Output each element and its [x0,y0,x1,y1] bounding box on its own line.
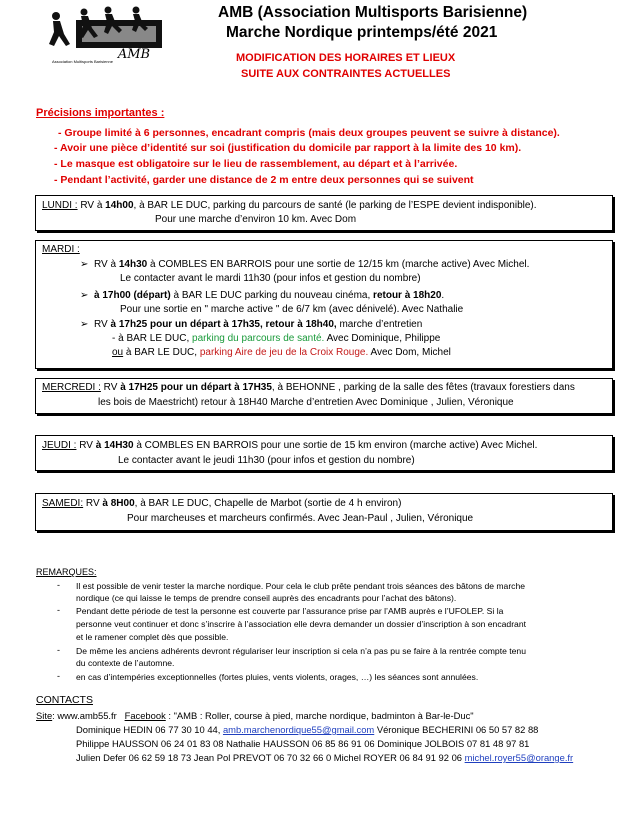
samedi-line-1 [42,498,401,509]
mardi-item-c-line-2 [112,333,440,344]
day-label: LUNDI : [42,200,78,211]
text: . [441,290,445,301]
email-link[interactable]: michel.royer55@orange.fr [464,752,574,763]
remark-line: Il est possible de venir tester la marche nordique. Pour cela le club prête pendant trois séances des bâtons de marche [76,581,526,591]
day-label-text: MARDI : [42,244,80,255]
contact-text: Julien Defer 06 62 59 18 73 Jean Pol PREVOT 06 70 32 66 0 Michel ROYER 06 84 91 92 06 [76,752,465,763]
facebook-text: : "AMB : Roller, course à pied, marche nordique, badminton à Bar-le-Duc" [165,710,474,721]
remark-bullet: - [57,671,60,681]
day-label: MERCREDI : [42,382,101,393]
arrow-bullet-icon: ➢ [80,319,89,330]
time: à 17h00 (départ) [94,290,171,301]
arrow-bullet-icon: ➢ [80,259,89,270]
text: RV [83,498,103,509]
page-subtitle: Marche Nordique printemps/été 2021 [226,24,498,41]
contact-text: Dominique HEDIN 06 77 30 10 44, [76,724,223,735]
text: Avec Dominique, Philippe [324,333,441,344]
mercredi-line-1 [42,382,575,393]
remark-line: en cas d’intempéries exceptionnelles (fortes pluies, vents violents, orages, …) les séances sont annulées. [76,672,479,682]
time: à 14H30 [95,440,134,451]
remark-line: nordique (ce qui laisse le temps de prendre conseil auprès des encadrants pour l’achat des bâtons). [76,593,457,603]
time: à 17H25 pour un départ à 17H35 [120,382,272,393]
contacts-row [76,724,538,735]
text: marche d’entretien [336,319,423,330]
jeudi-line-1 [42,440,537,451]
day-label: JEUDI : [42,440,77,451]
important-item: - Pendant l’activité, garder une distance de 2 m entre deux personnes qui se suivent [54,174,474,186]
mardi-item-a-line-2: Le contacter avant le mardi 11h30 (pour infos et gestion du nombre) [120,273,421,284]
important-heading: Précisions importantes : [36,107,165,119]
mardi-item-b-line-2: Pour une sortie en " marche active " de 6/7 km (avec dénivelé). Avec Nathalie [120,304,464,315]
amb-logo [42,6,166,64]
place-red: parking Aire de jeu de la Croix Rouge. [199,347,369,358]
remark-bullet: - [57,605,60,615]
remark-line: Pendant dette période de test la personne est couverte par l’assurance prise par l’AMB auprès e l’UFOLEP. Si la [76,606,504,616]
remark-line: De même les anciens adhérents devront régulariser leur inscription si cela n’a pas pu se faire à la rentrée compte tenu [76,646,526,656]
mardi-item-a-line-1 [80,259,529,270]
facebook-label: Facebook [124,710,166,721]
remark-line: personne veut continuer et donc s’inscrire à l’association elle devra demander un dossier d’inscription à son encadrant [76,619,526,629]
text: à BAR LE DUC, [123,347,200,358]
important-item: - Avoir une pièce d’identité sur soi (justification du domicile par rapport à la limite des 10 km). [54,142,522,154]
time: à 17h25 pour un départ à 17h35, retour à 18h40, [110,319,337,330]
notice-line-1: MODIFICATION DES HORAIRES ET LIEUX [236,52,456,64]
logo-caption: Association Multisports Barisienne [52,59,113,64]
time: 14h30 [118,259,148,270]
samedi-line-2: Pour marcheuses et marcheurs confirmés. Avec Jean-Paul , Julien, Véronique [127,513,474,524]
place-green: parking du parcours de santé. [192,333,325,344]
schedule-box-lundi [35,195,613,231]
text: à COMBLES EN BARROIS pour une sortie de 15 km environ (marche active) Avec Michel. [133,440,538,451]
text: - à BAR LE DUC, [112,333,193,344]
email-link[interactable]: amb.marchenordique55@gmail.com [222,724,375,735]
schedule-box-jeudi [35,435,613,471]
text: à BAR LE DUC parking du nouveau cinéma, [170,290,374,301]
contacts-row: Philippe HAUSSON 06 24 01 83 08 Nathalie HAUSSON 06 85 86 91 06 Dominique JOLBOIS 07 81 48 97 81 [76,738,530,749]
text: à COMBLES EN BARROIS pour une sortie de 12/15 km (marche active) Avec Michel. [147,259,530,270]
text: RV [100,382,121,393]
page-title: AMB (Association Multisports Barisienne) [218,4,528,21]
return-time: retour à 18h20 [373,290,442,301]
text: , à BAR LE DUC, parking du parcours de santé (le parking de l’ESPE devient indisponible). [133,200,537,211]
contacts-row [76,752,573,763]
mardi-item-b-line-1 [80,290,444,301]
contacts-heading: CONTACTS [36,694,93,706]
or-label: ou [112,347,124,358]
day-label: SAMEDI: [42,498,84,509]
notice-line-2: SUITE AUX CONTRAINTES ACTUELLES [241,68,451,80]
jeudi-line-2: Le contacter avant le jeudi 11h30 (pour infos et gestion du nombre) [118,455,415,466]
time: 14h00 [105,200,134,211]
text: RV [76,440,96,451]
important-item: - Le masque est obligatoire sur le lieu de rassemblement, au départ et à l’arrivée. [54,158,458,170]
remark-line: et le ramener complet dès que possible. [76,632,229,642]
mercredi-line-2: les bois de Maestricht) retour à 18H40 Marche d’entretien Avec Dominique , Julien, Véronique [98,397,514,408]
schedule-box-mardi [35,240,613,369]
text: Avec Dom, Michel [368,347,451,358]
remark-bullet: - [57,580,60,590]
site-label: Site [36,710,53,721]
text: RV [94,319,111,330]
mardi-item-c-line-1 [80,319,422,330]
text: , à BEHONNE , parking de la salle des fêtes (travaux forestiers dans [271,382,575,393]
day-label [42,244,80,255]
logo-graphic [42,6,166,64]
time: à 8H00 [102,498,135,509]
text: , à BAR LE DUC, Chapelle de Marbot (sortie de 4 h environ) [134,498,402,509]
text: RV à [77,200,106,211]
remark-bullet: - [57,645,60,655]
mardi-item-c-line-3 [112,347,451,358]
arrow-bullet-icon: ➢ [80,290,89,301]
logo-text: AMB [117,47,151,62]
text: RV à [94,259,119,270]
schedule-box-samedi [35,493,613,531]
schedule-box-mercredi [35,378,613,414]
contacts-site-row [36,710,474,721]
lundi-line-1 [42,200,537,211]
contact-text: Véronique BECHERINI 06 50 57 82 88 [374,724,539,735]
remarks-heading: REMARQUES: [36,567,97,577]
important-item: - Groupe limité à 6 personnes, encadrant compris (mais deux groupes peuvent se suivre à distance). [58,127,560,139]
lundi-line-2: Pour une marche d’environ 10 km. Avec Dom [155,214,357,225]
remark-line: du contexte de l’automne. [76,658,175,668]
site-url[interactable]: : www.amb55.fr [52,710,117,721]
